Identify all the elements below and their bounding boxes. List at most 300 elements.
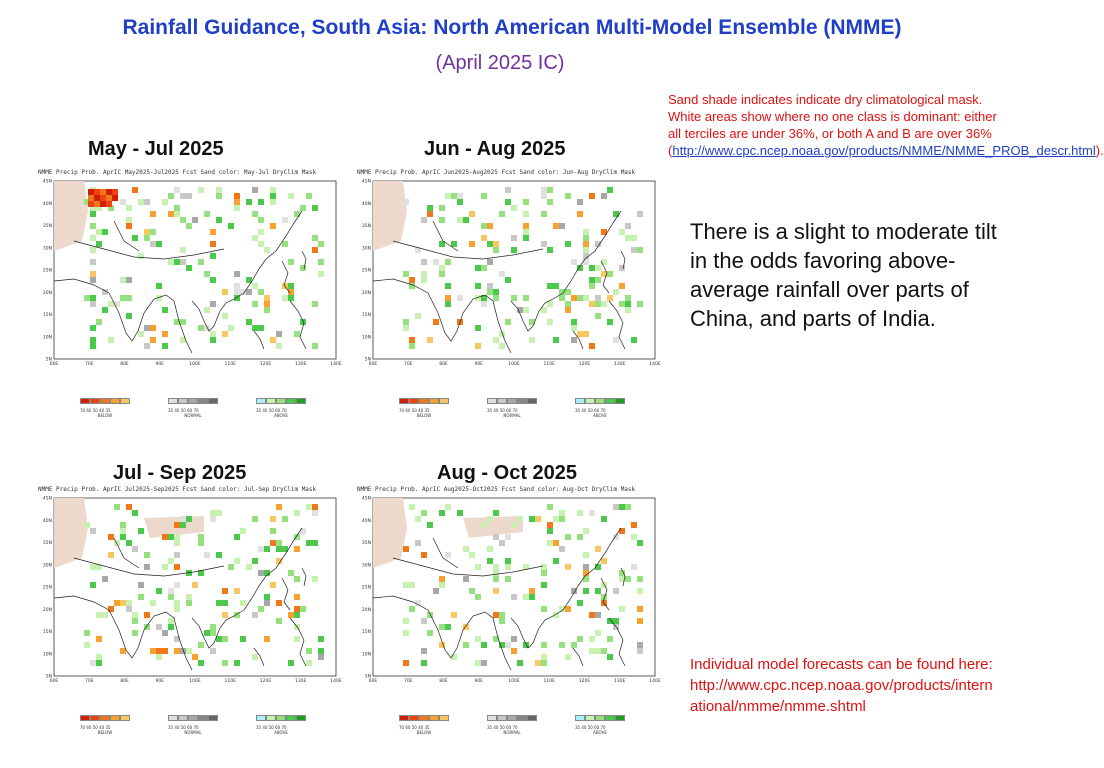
- probability-cell: [294, 636, 300, 642]
- probability-cell: [144, 235, 150, 241]
- probability-cell: [421, 648, 427, 654]
- probability-cell: [439, 624, 445, 630]
- probability-cell: [481, 642, 487, 648]
- probability-cell: [475, 594, 481, 600]
- probability-cell: [240, 600, 246, 606]
- legend-swatch: [575, 715, 585, 721]
- legend-caption: NORMAL: [184, 413, 202, 418]
- probability-cell: [312, 235, 318, 241]
- probability-cell: [102, 229, 108, 235]
- probability-cell: [234, 558, 240, 564]
- probability-cell: [162, 199, 168, 205]
- probability-cell: [409, 606, 415, 612]
- probability-cell: [493, 241, 499, 247]
- probability-cell: [475, 343, 481, 349]
- legend-caption: BELOW: [416, 730, 432, 735]
- probability-cell: [144, 229, 150, 235]
- probability-cell: [264, 295, 270, 301]
- probability-cell: [583, 235, 589, 241]
- lon-tick-label: 90E: [155, 362, 165, 367]
- probability-cell: [451, 193, 457, 199]
- probability-cell: [415, 540, 421, 546]
- lat-tick-label: 5N: [45, 674, 52, 680]
- probability-cell: [619, 229, 625, 235]
- probability-cell: [637, 648, 643, 654]
- probability-cell: [258, 241, 264, 247]
- probability-cell: [210, 648, 216, 654]
- probability-cell: [607, 654, 613, 660]
- lon-tick-label: 120E: [578, 362, 591, 367]
- probability-cell: [451, 241, 457, 247]
- probability-cell: [90, 343, 96, 349]
- probability-cell: [120, 199, 126, 205]
- probability-cell: [463, 546, 469, 552]
- probability-cell: [126, 504, 132, 510]
- probability-cell: [168, 211, 174, 217]
- probability-cell: [288, 612, 294, 618]
- probability-cell: [246, 564, 252, 570]
- probability-cell: [132, 235, 138, 241]
- probability-cell: [162, 630, 168, 636]
- probability-cell: [84, 522, 90, 528]
- probability-cell: [120, 522, 126, 528]
- probability-cell: [150, 648, 156, 654]
- probability-cell: [505, 319, 511, 325]
- probability-cell: [192, 654, 198, 660]
- probability-cell: [276, 504, 282, 510]
- probability-cell: [174, 540, 180, 546]
- probability-cell: [258, 199, 264, 205]
- lon-tick-label: 130E: [614, 362, 626, 367]
- probability-cell: [493, 295, 499, 301]
- probability-cell: [144, 612, 150, 618]
- probability-cell: [96, 229, 102, 235]
- probability-cell: [100, 189, 106, 195]
- probability-cell: [541, 642, 547, 648]
- probability-cell: [138, 199, 144, 205]
- probability-cell: [421, 660, 427, 666]
- probability-cell: [571, 325, 577, 331]
- legend-swatch: [266, 398, 276, 404]
- probability-cell: [589, 301, 595, 307]
- probability-cell: [234, 283, 240, 289]
- probability-cell: [541, 654, 547, 660]
- lon-tick-label: 100E: [189, 362, 201, 367]
- probability-cell: [583, 588, 589, 594]
- legend-swatch: [399, 715, 409, 721]
- legend-swatch: [507, 715, 517, 721]
- probability-cell: [637, 247, 643, 253]
- lon-tick-label: 80E: [120, 362, 129, 367]
- probability-cell: [94, 201, 100, 207]
- probability-cell: [619, 283, 625, 289]
- probability-cell: [505, 199, 511, 205]
- probability-cell: [276, 331, 282, 337]
- legend-swatch: [198, 715, 208, 721]
- legend-values: 70 60 50 40 35: [399, 408, 430, 413]
- legend-caption: BELOW: [97, 730, 113, 735]
- probability-cell: [114, 600, 120, 606]
- probability-cell: [487, 289, 493, 295]
- probability-cell: [589, 277, 595, 283]
- probability-cell: [577, 510, 583, 516]
- probability-cell: [156, 648, 162, 654]
- probability-cell: [90, 528, 96, 534]
- probability-cell: [433, 319, 439, 325]
- legend-swatch: [399, 398, 409, 404]
- probability-cell: [102, 576, 108, 582]
- probability-cell: [228, 223, 234, 229]
- probability-cell: [318, 241, 324, 247]
- probability-cell: [415, 600, 421, 606]
- lat-tick-label: 15N: [42, 313, 52, 318]
- probability-cell: [637, 618, 643, 624]
- probability-cell: [403, 582, 409, 588]
- probability-cell: [589, 265, 595, 271]
- probability-cell: [445, 552, 451, 558]
- legend-swatch: [507, 398, 517, 404]
- legend-swatch: [487, 715, 497, 721]
- probability-cell: [481, 301, 487, 307]
- probability-cell: [168, 193, 174, 199]
- probability-cell: [409, 582, 415, 588]
- probability-cell: [216, 510, 222, 516]
- probability-cell: [583, 564, 589, 570]
- probability-cell: [493, 570, 499, 576]
- probability-cell: [126, 277, 132, 283]
- probability-cell: [493, 247, 499, 253]
- probability-cell: [511, 247, 517, 253]
- mask-description-link[interactable]: http://www.cpc.ncep.noaa.gov/products/NMME/NMME_PROB_descr.html: [672, 143, 1096, 158]
- probability-cell: [601, 193, 607, 199]
- probability-cell: [541, 582, 547, 588]
- probability-cell: [541, 211, 547, 217]
- probability-cell: [577, 331, 583, 337]
- probability-cell: [270, 199, 276, 205]
- probability-cell: [294, 211, 300, 217]
- probability-cell: [186, 594, 192, 600]
- probability-cell: [252, 187, 258, 193]
- map-header: NMME Precip Prob. AprIC Aug2025-Oct2025 Fcst Sand color: Aug-Oct DryClim Mask: [357, 486, 636, 493]
- probability-cell: [565, 301, 571, 307]
- probability-cell: [174, 187, 180, 193]
- probability-cell: [168, 618, 174, 624]
- probability-cell: [583, 331, 589, 337]
- probability-cell: [162, 648, 168, 654]
- probability-cell: [481, 223, 487, 229]
- probability-cell: [475, 564, 481, 570]
- probability-cell: [403, 271, 409, 277]
- probability-cell: [529, 337, 535, 343]
- probability-cell: [216, 636, 222, 642]
- probability-cell: [523, 235, 529, 241]
- probability-cell: [457, 193, 463, 199]
- probability-cell: [318, 648, 324, 654]
- legend-swatch: [419, 715, 429, 721]
- probability-cell: [282, 516, 288, 522]
- probability-cell: [210, 516, 216, 522]
- lat-tick-label: 10N: [361, 652, 371, 658]
- legend-swatch: [120, 398, 130, 404]
- legend-swatch: [100, 398, 110, 404]
- probability-cell: [132, 187, 138, 193]
- probability-cell: [270, 337, 276, 343]
- lat-tick-label: 25N: [361, 585, 371, 591]
- probability-cell: [180, 247, 186, 253]
- probability-cell: [192, 582, 198, 588]
- forecast-summary: There is a slight to moderate tilt in the odds favoring above-average rainfall over parts of China, and parts of India.: [690, 219, 997, 331]
- probability-cell: [94, 189, 100, 195]
- lat-tick-label: 45N: [42, 496, 52, 502]
- page-title: Rainfall Guidance, South Asia: North American Multi-Model Ensemble (NMME): [122, 16, 902, 39]
- probability-cell: [210, 277, 216, 283]
- lat-tick-label: 40N: [361, 518, 371, 524]
- probability-cell: [595, 301, 601, 307]
- probability-cell: [415, 516, 421, 522]
- probability-cell: [168, 624, 174, 630]
- probability-cell: [439, 271, 445, 277]
- probability-cell: [132, 546, 138, 552]
- legend-swatch: [497, 398, 507, 404]
- probability-cell: [583, 576, 589, 582]
- probability-cell: [409, 343, 415, 349]
- probability-cell: [403, 630, 409, 636]
- probability-cell: [312, 510, 318, 516]
- probability-cell: [565, 307, 571, 313]
- lon-tick-label: 60E: [368, 362, 378, 367]
- lon-tick-label: 90E: [474, 679, 484, 684]
- probability-cell: [168, 259, 174, 265]
- probability-cell: [511, 648, 517, 654]
- legend-swatch: [188, 715, 198, 721]
- probability-cell: [445, 193, 451, 199]
- probability-cell: [282, 295, 288, 301]
- probability-cell: [186, 648, 192, 654]
- probability-cell: [613, 289, 619, 295]
- legend-swatch: [409, 398, 419, 404]
- probability-cell: [180, 516, 186, 522]
- probability-cell: [463, 217, 469, 223]
- probability-cell: [198, 660, 204, 666]
- probability-cell: [541, 241, 547, 247]
- probability-cell: [595, 295, 601, 301]
- legend-caption: NORMAL: [503, 730, 521, 735]
- probability-cell: [547, 504, 553, 510]
- probability-cell: [90, 211, 96, 217]
- probability-cell: [487, 259, 493, 265]
- probability-cell: [198, 540, 204, 546]
- probability-cell: [306, 540, 312, 546]
- probability-cell: [571, 642, 577, 648]
- probability-cell: [469, 211, 475, 217]
- probability-cell: [144, 564, 150, 570]
- probability-cell: [421, 277, 427, 283]
- probability-cell: [174, 582, 180, 588]
- probability-cell: [288, 259, 294, 265]
- probability-cell: [156, 241, 162, 247]
- probability-cell: [150, 241, 156, 247]
- legend-swatch: [286, 398, 296, 404]
- probability-cell: [625, 504, 631, 510]
- probability-cell: [571, 259, 577, 265]
- probability-cell: [312, 504, 318, 510]
- probability-cell: [601, 259, 607, 265]
- probability-cell: [505, 534, 511, 540]
- probability-cell: [270, 516, 276, 522]
- probability-cell: [222, 600, 228, 606]
- probability-cell: [559, 223, 565, 229]
- probability-cell: [114, 504, 120, 510]
- probability-cell: [198, 642, 204, 648]
- probability-cell: [493, 289, 499, 295]
- probability-cell: [595, 648, 601, 654]
- probability-cell: [84, 295, 90, 301]
- probability-cell: [106, 201, 112, 207]
- probability-cell: [403, 319, 409, 325]
- probability-cell: [306, 193, 312, 199]
- legend-above: [256, 389, 306, 418]
- probability-cell: [264, 636, 270, 642]
- legend-swatch: [585, 398, 595, 404]
- lon-tick-label: 140E: [330, 679, 342, 684]
- probability-cell: [583, 241, 589, 247]
- probability-cell: [403, 325, 409, 331]
- probability-cell: [481, 265, 487, 271]
- probability-cell: [210, 510, 216, 516]
- probability-cell: [88, 195, 94, 201]
- probability-cell: [583, 552, 589, 558]
- probability-cell: [120, 295, 126, 301]
- probability-cell: [96, 654, 102, 660]
- probability-cell: [100, 195, 106, 201]
- probability-cell: [505, 642, 511, 648]
- probability-cell: [619, 570, 625, 576]
- legend-swatch: [487, 398, 497, 404]
- probability-cell: [487, 558, 493, 564]
- probability-cell: [487, 516, 493, 522]
- probability-cell: [204, 552, 210, 558]
- lon-tick-label: 130E: [614, 679, 626, 684]
- lon-tick-label: 110E: [543, 362, 555, 367]
- probability-cell: [439, 576, 445, 582]
- probability-cell: [204, 325, 210, 331]
- probability-cell: [210, 301, 216, 307]
- probability-cell: [511, 636, 517, 642]
- probability-cell: [234, 289, 240, 295]
- probability-cell: [126, 540, 132, 546]
- probability-cell: [583, 229, 589, 235]
- lat-tick-label: 5N: [364, 674, 371, 680]
- legend-swatch: [256, 398, 266, 404]
- probability-cell: [138, 594, 144, 600]
- probability-cell: [120, 277, 126, 283]
- probability-cell: [637, 642, 643, 648]
- probability-cell: [180, 522, 186, 528]
- lon-tick-label: 140E: [649, 679, 661, 684]
- probability-cell: [222, 313, 228, 319]
- probability-cell: [198, 325, 204, 331]
- lon-tick-label: 80E: [120, 679, 129, 684]
- probability-cell: [493, 534, 499, 540]
- probability-cell: [493, 564, 499, 570]
- lon-tick-label: 110E: [224, 362, 236, 367]
- probability-cell: [493, 510, 499, 516]
- probability-cell: [589, 510, 595, 516]
- probability-cell: [619, 504, 625, 510]
- lat-tick-label: 15N: [361, 313, 371, 318]
- probability-cell: [523, 211, 529, 217]
- legend-swatch: [276, 715, 286, 721]
- probability-cell: [493, 576, 499, 582]
- probability-cell: [246, 199, 252, 205]
- probability-cell: [252, 211, 258, 217]
- lon-tick-label: 120E: [259, 362, 272, 367]
- probability-cell: [282, 241, 288, 247]
- probability-cell: [547, 522, 553, 528]
- probability-legend: [80, 389, 340, 418]
- probability-cell: [487, 546, 493, 552]
- probability-cell: [499, 612, 505, 618]
- probability-cell: [252, 558, 258, 564]
- probability-cell: [264, 594, 270, 600]
- probability-cell: [294, 331, 300, 337]
- lat-tick-label: 35N: [361, 541, 371, 546]
- probability-cell: [523, 199, 529, 205]
- lat-tick-label: 40N: [361, 201, 371, 207]
- probability-cell: [90, 660, 96, 666]
- legend-normal: [168, 706, 218, 735]
- probability-cell: [583, 528, 589, 534]
- legend-above: [256, 706, 306, 735]
- probability-cell: [112, 189, 118, 195]
- legend-values: 35 40 50 60 70: [256, 725, 287, 730]
- legend-swatch: [90, 398, 100, 404]
- probability-cell: [96, 241, 102, 247]
- forecast-map-panel-4: [357, 486, 667, 735]
- probability-cell: [270, 193, 276, 199]
- probability-cell: [294, 546, 300, 552]
- probability-cell: [204, 211, 210, 217]
- probability-cell: [88, 189, 94, 195]
- probability-cell: [312, 301, 318, 307]
- lon-tick-label: 130E: [295, 679, 307, 684]
- probability-cell: [589, 283, 595, 289]
- mask-note-close: ).: [1095, 143, 1104, 158]
- legend-values: 35 40 50 60 70: [487, 408, 518, 413]
- probability-cell: [559, 289, 565, 295]
- probability-cell: [162, 564, 168, 570]
- probability-cell: [475, 636, 481, 642]
- lat-tick-label: 10N: [42, 335, 52, 341]
- probability-cell: [106, 195, 112, 201]
- probability-cell: [517, 516, 523, 522]
- legend-below: [399, 389, 449, 418]
- probability-cell: [174, 211, 180, 217]
- probability-cell: [559, 642, 565, 648]
- probability-cell: [595, 588, 601, 594]
- probability-legend: [399, 389, 659, 418]
- lat-tick-label: 20N: [42, 290, 52, 296]
- probability-cell: [144, 552, 150, 558]
- probability-cell: [90, 301, 96, 307]
- probability-cell: [439, 217, 445, 223]
- legend-swatch: [439, 715, 449, 721]
- probability-cell: [415, 313, 421, 319]
- probability-cell: [252, 612, 258, 618]
- probability-cell: [112, 195, 118, 201]
- probability-cell: [529, 594, 535, 600]
- probability-cell: [90, 295, 96, 301]
